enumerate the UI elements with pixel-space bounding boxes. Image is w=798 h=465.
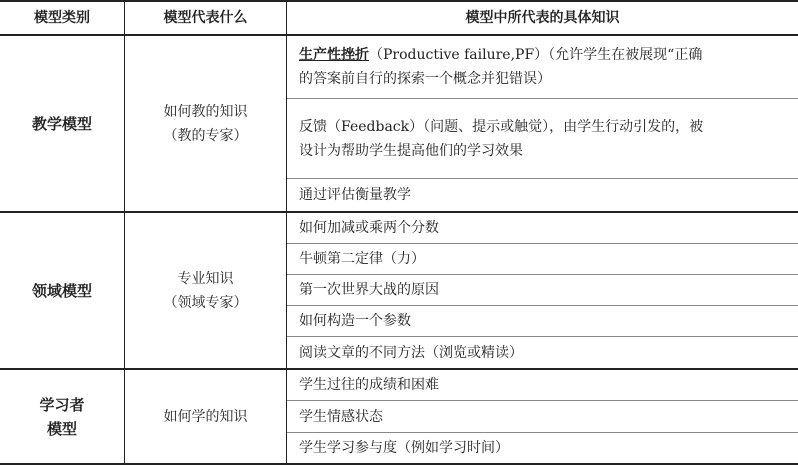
knowledge-item: 牛顿第二定律（力） — [299, 251, 425, 267]
header-model-represents: 模型代表什么 — [163, 10, 248, 26]
category-line: 学习者 — [39, 395, 85, 414]
knowledge-item: 学生过往的成绩和困难 — [299, 377, 439, 393]
category-learner-model — [0, 370, 124, 463]
knowledge-item: 学生学习参与度（例如学习时间） — [299, 440, 509, 456]
knowledge-item — [287, 99, 798, 178]
category-domain-model: 领域模型 — [31, 281, 92, 300]
knowledge-item: 如何加减或乘两个分数 — [299, 220, 439, 236]
represents-learner: 如何学的知识 — [163, 408, 248, 425]
category-line: 模型 — [46, 419, 77, 438]
header-specific-knowledge: 模型中所代表的具体知识 — [465, 10, 620, 26]
represents-line: （领域专家） — [163, 294, 248, 311]
knowledge-item: 通过评估衡量教学 — [299, 187, 411, 203]
category-teaching-model: 教学模型 — [31, 114, 92, 133]
item-text: （Productive failure,PF）（允许学生在被展现“正确 — [369, 47, 703, 63]
represents-teaching — [125, 36, 286, 211]
item-line: 设计为帮助学生提高他们的学习效果 — [299, 142, 523, 159]
highlight-term: 生产性挫折 — [299, 47, 369, 63]
item-line: 反馈（Feedback）（问题、提示或触觉），由学生行动引发的，被 — [299, 118, 704, 135]
knowledge-item: 阅读文章的不同方法（浏览或精读） — [299, 344, 523, 361]
knowledge-item: 如何构造一个参数 — [299, 313, 411, 329]
item-line: 的答案前自行的探索一个概念并犯错误） — [299, 71, 551, 87]
represents-line: 如何教的知识 — [163, 103, 248, 120]
represents-domain — [125, 213, 286, 368]
represents-line: （教的专家） — [163, 127, 248, 144]
knowledge-item — [287, 36, 798, 98]
header-model-category: 模型类别 — [34, 10, 90, 26]
knowledge-item: 学生情感状态 — [299, 408, 383, 425]
represents-line: 专业知识 — [177, 270, 234, 287]
item-line — [299, 43, 702, 67]
knowledge-item: 第一次世界大战的原因 — [299, 282, 439, 298]
